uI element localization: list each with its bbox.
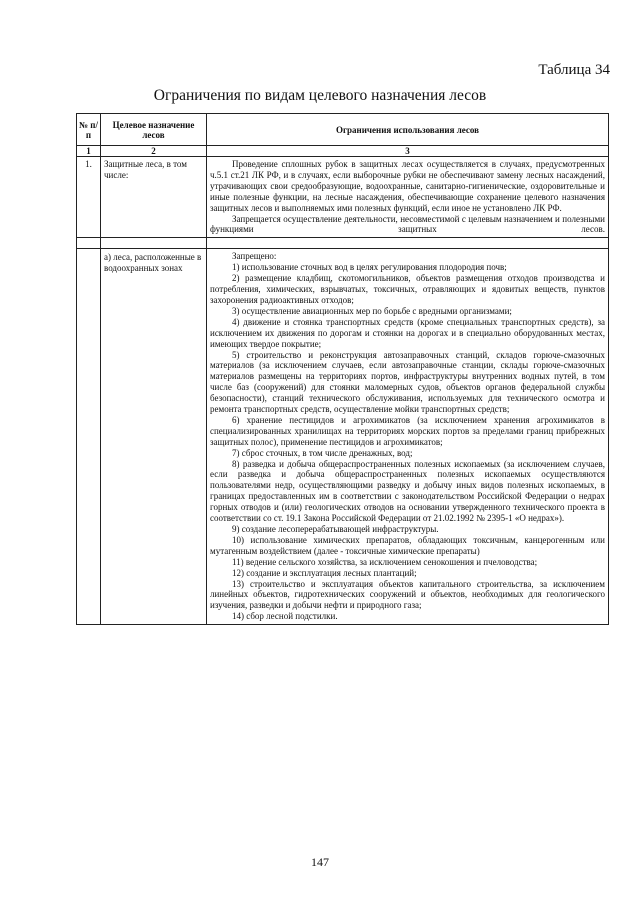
spacer-row	[77, 238, 609, 249]
row-number: 1.	[77, 157, 101, 238]
row-number	[77, 249, 101, 625]
column-number: 1	[77, 146, 101, 157]
page-title: Ограничения по видам целевого назначения лесов	[153, 87, 487, 104]
restriction-item: 12) создание и эксплуатация лесных плантаций;	[232, 567, 417, 578]
header-purpose: Целевое назначение лесов	[101, 114, 207, 146]
restriction-paragraph: Запрещается осуществление деятельности, несовместимой с целевым назначением и полезными функциями защитных лесов.	[210, 213, 605, 235]
restriction-list	[207, 249, 609, 625]
header-number: № п/п	[77, 114, 101, 146]
column-number: 3	[207, 146, 609, 157]
forest-purpose: Защитные леса, в том числе:	[101, 157, 207, 238]
restriction-item: 6) хранение пестицидов и агрохимикатов (за исключением хранения агрохимикатов в специализированных хранилищах на территориях морских портов за пределами границ прибрежных защитных полос), применение пестицидов и агрохимикатов;	[210, 414, 605, 447]
spacer-cell	[207, 238, 609, 249]
restriction-intro: Запрещено:	[232, 251, 277, 262]
restriction-paragraph: Проведение сплошных рубок в защитных лесах осуществляется в случаях, предусмотренных ч.5.1 ст.21 ЛК РФ, и в случаях, если выборочные рубки не обеспечивают замену лесных насаждений, утрачивающих свои средообразующие, водоохранные, санитарно-гигиенические, оздоровительные и иные полезные функции, на лесные насаждения, обеспечивающие сохранение целевого назначения защитных лесов и выполняемых ими полезных функций, если иное не установлено ЛК РФ.	[210, 159, 605, 213]
header-row	[77, 114, 609, 146]
spacer-cell	[77, 238, 101, 249]
restriction-item: 8) разведка и добыча общераспространенных полезных ископаемых (за исключением случаев, если разведка и добыча общераспространенных полезных ископаемых осуществляются пользователями недр, осуществляющими разведку и добычу иных видов полезных ископаемых, в границах предоставленных им в соответствии с законодательством Российской Федерации о недрах горных отводов и (или) геологических отводов на основании утвержденного технического проекта в соответствии со ст. 19.1 Закона Российской Федерации от 21.02.1992 № 2395-1 «О недрах»).	[210, 458, 605, 524]
restriction-item: 4) движение и стоянка транспортных средств (кроме специальных транспортных средств), за исключением их движения по дорогам и стоянки на дорогах и в специально оборудованных местах, имеющих твердое покрытие;	[210, 316, 605, 349]
page-number: 147	[311, 855, 329, 869]
restriction-item: 14) сбор лесной подстилки.	[232, 611, 338, 622]
forest-purpose: а) леса, расположенные в водоохранных зонах	[101, 249, 207, 625]
restriction-item: 13) строительство и эксплуатация объектов капитального строительства, за исключением линейных объектов, гидротехнических сооружений и объектов, необходимых для геологического изучения, разведки и добычи нефти и природного газа;	[210, 578, 605, 611]
restriction-item: 7) сброс сточных, в том числе дренажных, вод;	[232, 447, 413, 458]
column-number-row	[77, 146, 609, 157]
table-caption: Таблица 34	[538, 62, 610, 78]
restrictions-table	[76, 113, 609, 625]
restriction-item: 2) размещение кладбищ, скотомогильников, объектов размещения отходов производства и потребления, химических, взрывчатых, токсичных, отравляющих и ядовитых веществ, пунктов захоронения радиоактивных отходов;	[210, 273, 605, 305]
restriction-item: 10) использование химических препаратов, обладающих токсичным, канцерогенным или мутагенным воздействием (далее - токсичные химические препараты)	[210, 534, 605, 556]
restriction-item: 5) строительство и реконструкция автозаправочных станций, складов горюче-смазочных материалов (за исключением случаев, если автозаправочные станции, склады горюче-смазочных материалов размещены на территориях портов, инфраструктуры внутренних водных путей, в том числе баз (сооружений) для стоянки маломерных судов, объектов органов федеральной службы безопасности), станций технического обслуживания, используемых для технического осмотра и ремонта транспортных средств, осуществление мойки транспортных средств;	[210, 349, 605, 415]
restriction-item: 11) ведение сельского хозяйства, за исключением сенокошения и пчеловодства;	[232, 556, 538, 567]
table-row	[77, 249, 609, 625]
column-number: 2	[101, 146, 207, 157]
table-row	[77, 157, 609, 238]
restriction-item: 3) осуществление авиационных мер по борьбе с вредными организмами;	[232, 305, 512, 316]
restriction-item: 1) использование сточных вод в целях регулирования плодородия почв;	[232, 262, 507, 273]
spacer-cell	[101, 238, 207, 249]
restriction-text	[207, 157, 609, 238]
header-restrictions: Ограничения использования лесов	[207, 114, 609, 146]
restriction-item: 9) создание лесоперерабатывающей инфраструктуры.	[232, 524, 439, 534]
